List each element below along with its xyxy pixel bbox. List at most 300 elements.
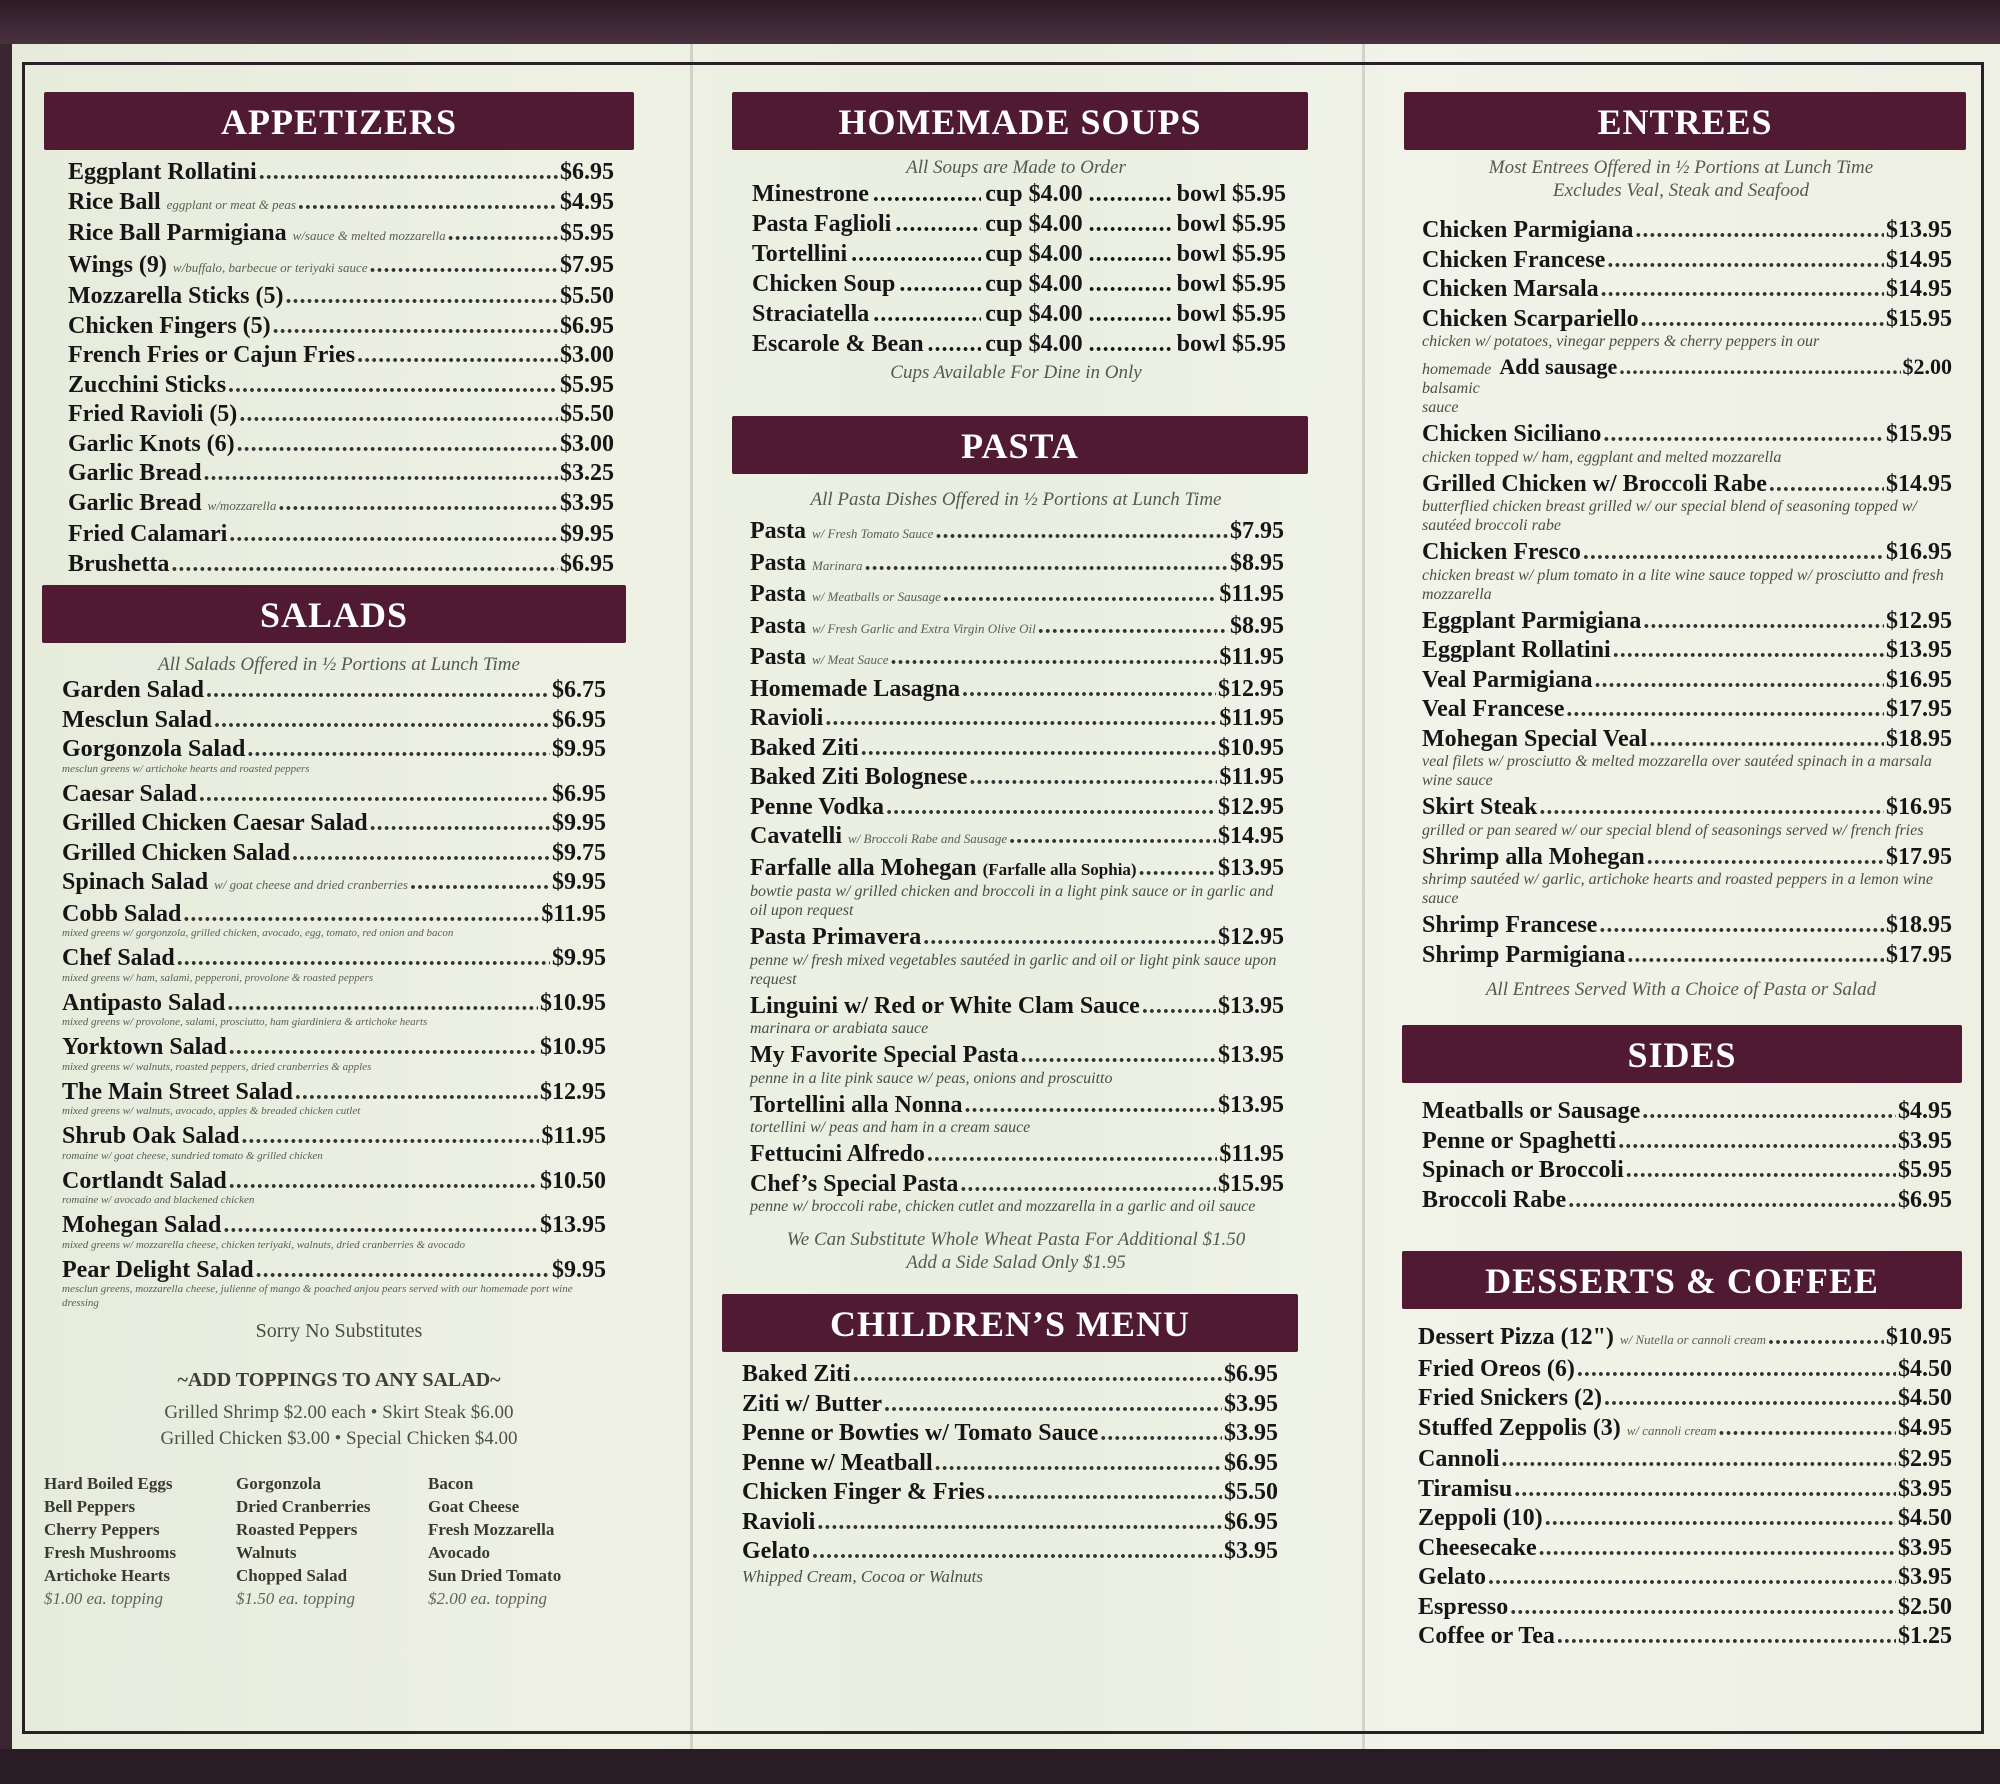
menu-item <box>750 793 1284 823</box>
column-left <box>44 92 634 1610</box>
menu-item-row <box>1422 420 1952 450</box>
item-description: mesclun greens w/ artichoke hearts and roasted peppers <box>62 762 310 775</box>
menu-item <box>742 1360 1278 1390</box>
item-name: Eggplant Parmigiana <box>1422 607 1642 634</box>
menu-item-row <box>62 780 606 810</box>
menu-item-row <box>1418 1475 1952 1505</box>
desserts-header: DESSERTS & COFFEE <box>1402 1251 1962 1309</box>
item-name: Shrub Oak Salad <box>62 1123 240 1149</box>
salads-header: SALADS <box>42 585 626 643</box>
item-price: $3.95 <box>1224 1538 1278 1564</box>
item-name: Meatballs or Sausage <box>1422 1098 1641 1124</box>
item-name: Gorgonzola Salad <box>62 736 246 762</box>
soup-bowl-price: bowl $5.95 <box>1176 301 1286 327</box>
leader-dots <box>1139 854 1216 884</box>
leader-dots <box>962 675 1216 705</box>
leader-dots <box>1514 1475 1896 1505</box>
menu-item <box>68 312 614 342</box>
item-name: Garlic Knots (6) <box>68 430 235 457</box>
leader-dots <box>899 269 981 299</box>
menu-item <box>68 489 614 521</box>
menu-item-row <box>1422 1127 1952 1157</box>
item-price: $3.95 <box>1898 1127 1952 1154</box>
item-name: Linguini w/ Red or White Clam Sauce <box>750 992 1140 1019</box>
item-price: $3.95 <box>560 489 614 516</box>
item-name: Antipasto Salad <box>62 989 226 1016</box>
item-name: Chicken Fresco <box>1422 539 1581 565</box>
leader-dots <box>1599 911 1884 941</box>
item-price: $10.95 <box>1886 1324 1952 1350</box>
item-name: Rice Ball Parmigiana <box>68 220 287 246</box>
menu-item-row <box>62 1167 606 1197</box>
menu-item-row <box>750 643 1284 675</box>
pasta-header: PASTA <box>732 416 1308 474</box>
item-name: Pasta <box>750 612 806 639</box>
item-name: Broccoli Rabe <box>1422 1186 1567 1213</box>
item-description: chicken breast w/ plum tomato in a lite wine sauce topped w/ prosciutto and fresh mozzarella <box>1422 566 1944 603</box>
item-name: Chicken Francese <box>1422 246 1606 273</box>
item-name: Pasta <box>750 581 806 607</box>
item-qualifier: w/ Meatballs or Sausage <box>812 589 941 604</box>
item-price: $13.95 <box>1886 217 1952 243</box>
item-name: Chicken Scarpariello <box>1422 305 1639 332</box>
menu-item-row <box>1422 911 1952 941</box>
menu-item-row <box>68 341 614 371</box>
item-price: $10.95 <box>540 1034 606 1060</box>
topping-item: Fresh Mozzarella <box>428 1520 555 1539</box>
item-name: Rice Ball <box>68 188 161 215</box>
leader-dots <box>1566 695 1884 725</box>
item-price: $14.95 <box>1886 470 1952 497</box>
item-price: $14.95 <box>1218 823 1284 849</box>
menu-item <box>1422 793 1952 840</box>
scarpariello-addon-row <box>1422 352 1952 420</box>
item-description: penne in a lite pink sauce w/ peas, onions and proscuitto <box>750 1069 1113 1087</box>
menu-item <box>750 1170 1284 1217</box>
item-name: Cheesecake <box>1418 1534 1537 1561</box>
menu-item-row <box>1418 1563 1952 1593</box>
item-price: $17.95 <box>1886 941 1952 968</box>
sides-header: SIDES <box>1402 1025 1962 1083</box>
item-price: $9.75 <box>552 839 606 866</box>
menu-item-row <box>1422 216 1952 246</box>
item-name: Chicken Finger & Fries <box>742 1479 985 1505</box>
menu-item <box>750 517 1284 549</box>
soup-name: Chicken Soup <box>752 271 896 297</box>
item-price: $15.95 <box>1886 421 1952 447</box>
item-price: $12.95 <box>1886 607 1952 634</box>
entrees-footer: All Entrees Served With a Choice of Pasta or Salad <box>1485 979 1877 1000</box>
item-name: Chef’s Special Pasta <box>750 1170 959 1197</box>
menu-item-row <box>1422 1097 1952 1127</box>
item-price: $15.95 <box>1218 1170 1284 1197</box>
leader-dots <box>1545 1504 1896 1534</box>
leader-dots <box>1607 246 1884 276</box>
leader-dots <box>1142 992 1216 1022</box>
item-name: Eggplant Rollatini <box>68 159 257 185</box>
leader-dots <box>891 643 1218 673</box>
item-price: $16.95 <box>1886 794 1952 820</box>
item-price: $11.95 <box>1219 705 1284 731</box>
item-name: Tiramisu <box>1418 1475 1513 1502</box>
item-name: Fried Oreos (6) <box>1418 1355 1575 1382</box>
pasta-footer-1: We Can Substitute Whole Wheat Pasta For Additional $1.50 <box>786 1229 1246 1250</box>
leader-dots <box>410 868 550 898</box>
item-name: Mohegan Salad <box>62 1212 222 1238</box>
leader-dots <box>241 1122 539 1152</box>
children-footer: Whipped Cream, Cocoa or Walnuts <box>742 1566 983 1586</box>
menu-item-row <box>62 900 606 930</box>
item-name: Farfalle alla Mohegan <box>750 854 977 881</box>
menu-item-row <box>68 459 614 489</box>
menu-item-row <box>750 1140 1284 1170</box>
item-name: Tortellini alla Nonna <box>750 1091 963 1118</box>
leader-dots <box>1089 299 1171 329</box>
add-sausage-price: $2.00 <box>1902 354 1952 379</box>
leader-dots <box>278 489 558 519</box>
item-name: Penne or Bowties w/ Tomato Sauce <box>742 1420 1099 1446</box>
item-price: $9.95 <box>552 869 606 895</box>
menu-item <box>1422 275 1952 305</box>
item-name: Baked Ziti <box>742 1361 851 1387</box>
menu-item-row <box>68 219 614 251</box>
leader-dots <box>1619 352 1900 382</box>
leader-dots <box>1642 1097 1896 1127</box>
item-price: $13.95 <box>1218 992 1284 1019</box>
menu-item-row <box>750 675 1284 705</box>
entrees-note-1: Most Entrees Offered in ½ Portions at Lunch Time <box>1488 157 1874 178</box>
topping-item: Sun Dried Tomato <box>428 1566 562 1585</box>
menu-item-row <box>68 158 614 188</box>
menu-item-row <box>750 734 1284 764</box>
menu-item-row <box>742 1478 1278 1508</box>
menu-item <box>62 989 606 1030</box>
item-name: Dessert Pizza (12") <box>1418 1324 1614 1350</box>
menu-item-row <box>1422 305 1952 335</box>
item-name: The Main Street Salad <box>62 1078 293 1105</box>
item-name: Fried Calamari <box>68 521 228 547</box>
leader-dots <box>247 735 550 765</box>
item-price: $11.95 <box>1219 1141 1284 1167</box>
menu-item <box>62 1078 606 1119</box>
toppings-grid <box>44 1472 634 1610</box>
leader-dots <box>884 1390 1222 1420</box>
item-price: $12.95 <box>540 1078 606 1105</box>
item-price: $2.50 <box>1898 1593 1952 1620</box>
menu-item <box>62 1211 606 1252</box>
item-name: Fried Snickers (2) <box>1418 1385 1602 1411</box>
item-price: $11.95 <box>1219 581 1284 607</box>
menu-item-row <box>742 1360 1278 1390</box>
menu-item <box>1418 1355 1952 1385</box>
leader-dots <box>873 299 981 329</box>
leader-dots <box>812 1537 1222 1567</box>
menu-item <box>750 734 1284 764</box>
item-name: Chicken Parmigiana <box>1422 217 1634 243</box>
menu-item-row <box>1422 636 1952 666</box>
item-description: veal filets w/ prosciutto & melted mozzarella over sautéed spinach in a marsala wine sauce <box>1422 753 1932 789</box>
menu-item-row <box>68 371 614 401</box>
item-price: $4.50 <box>1898 1505 1952 1531</box>
item-price: $8.95 <box>1230 549 1284 576</box>
item-description: mixed greens w/ gorgonzola, grilled chicken, avocado, egg, tomato, red onion and bacon <box>62 927 454 939</box>
menu-item-row <box>1422 246 1952 276</box>
entrees-note-2: Excludes Veal, Steak and Seafood <box>1553 180 1809 201</box>
item-price: $12.95 <box>1218 675 1284 702</box>
topping-item: Cherry Peppers <box>44 1520 160 1539</box>
leader-dots <box>1601 275 1884 305</box>
leader-dots <box>1539 1534 1896 1564</box>
item-name: Chicken Marsala <box>1422 276 1599 302</box>
item-price: $6.95 <box>560 312 614 339</box>
leader-dots <box>928 329 982 359</box>
toppings-line-1: Grilled Shrimp $2.00 each • Skirt Steak $6.00 <box>164 1402 514 1423</box>
menu-item <box>68 188 614 220</box>
leader-dots <box>1488 1563 1896 1593</box>
soup-name: Escarole & Bean <box>752 331 924 357</box>
pasta-note: All Pasta Dishes Offered in ½ Portions at Lunch Time <box>810 489 1222 510</box>
item-price: $17.95 <box>1886 696 1952 722</box>
item-price: $13.95 <box>1218 1042 1284 1068</box>
item-name: Espresso <box>1418 1593 1509 1620</box>
leader-dots <box>1539 793 1884 823</box>
leader-dots <box>1768 1323 1884 1353</box>
item-name: Penne w/ Meatball <box>742 1449 933 1476</box>
menu-item-row <box>62 735 606 765</box>
item-name: Grilled Chicken w/ Broccoli Rabe <box>1422 470 1767 497</box>
menu-item <box>62 780 606 810</box>
item-description: tortellini w/ peas and ham in a cream sauce <box>750 1119 1031 1136</box>
menu-item <box>68 550 614 580</box>
item-description: romaine w/ goat cheese, sundried tomato & grilled chicken <box>62 1149 323 1162</box>
item-price: $3.95 <box>1898 1475 1952 1502</box>
menu-item-row <box>68 282 614 312</box>
item-description: bowtie pasta w/ grilled chicken and broccoli in a light pink sauce or in garlic and oil upon request <box>750 883 1274 919</box>
menu-item <box>1418 1414 1952 1446</box>
item-name: Shrimp alla Mohegan <box>1422 843 1645 870</box>
item-qualifier: eggplant or meat & peas <box>166 196 296 212</box>
item-name: Pasta <box>750 518 806 544</box>
sides-list <box>1396 1097 1966 1215</box>
item-price: $5.50 <box>560 401 614 427</box>
item-price: $6.95 <box>1224 1449 1278 1476</box>
leader-dots <box>256 1256 550 1286</box>
item-name: Spinach or Broccoli <box>1422 1157 1624 1183</box>
item-price: $13.95 <box>1886 637 1952 663</box>
leader-dots <box>1635 216 1884 246</box>
menu-item-row <box>742 1449 1278 1479</box>
leader-dots <box>861 734 1216 764</box>
leader-dots <box>969 763 1217 793</box>
leader-dots <box>886 793 1216 823</box>
topping-item: Walnuts <box>236 1543 297 1562</box>
salads-list <box>44 676 634 1310</box>
menu-item-row <box>750 1170 1284 1200</box>
menu-item <box>1422 941 1952 971</box>
menu-item-row <box>68 520 614 550</box>
topping-item: Bell Peppers <box>44 1497 136 1516</box>
leader-dots <box>1501 1445 1896 1475</box>
item-price: $10.95 <box>540 989 606 1016</box>
menu-item <box>62 839 606 869</box>
soup-cup-price: cup $4.00 <box>985 211 1083 237</box>
item-qualifier: w/ Nutella or cannoli cream <box>1619 1332 1767 1347</box>
menu-item <box>1422 725 1952 791</box>
item-price: $18.95 <box>1886 912 1952 938</box>
item-name: Shrimp Francese <box>1422 912 1598 938</box>
leader-dots <box>370 251 558 281</box>
item-name: Penne Vodka <box>750 793 885 820</box>
item-name: Stuffed Zeppolis (3) <box>1418 1414 1621 1441</box>
menu-item <box>1418 1384 1952 1414</box>
menu-item <box>750 992 1284 1039</box>
menu-item <box>62 944 606 985</box>
menu-item <box>1422 1156 1952 1186</box>
menu-item-row <box>1418 1593 1952 1623</box>
leader-dots <box>292 839 550 869</box>
item-name: Yorktown Salad <box>62 1034 227 1060</box>
leader-dots <box>357 341 558 371</box>
item-price: $18.95 <box>1886 725 1952 752</box>
soup-name: Tortellini <box>752 241 848 267</box>
menu-item <box>750 704 1284 734</box>
item-qualifier: w/mozzarella <box>207 497 277 513</box>
menu-item <box>742 1419 1278 1449</box>
menu-item-row <box>62 1078 606 1108</box>
topping-item: Fresh Mushrooms <box>44 1543 177 1562</box>
item-description: mixed greens w/ walnuts, avocado, apples & breaded chicken cutlet <box>62 1105 361 1117</box>
leader-dots <box>237 430 558 460</box>
menu-item-row <box>1422 941 1952 971</box>
leader-dots <box>273 312 558 342</box>
item-price: $12.95 <box>1218 793 1284 820</box>
menu-item <box>1422 636 1952 666</box>
menu-item-row <box>62 1211 606 1241</box>
leader-dots <box>1618 1127 1896 1157</box>
item-description: butterflied chicken breast grilled w/ our special blend of seasoning topped w/ sautéed broccoli rabe <box>1422 498 1917 534</box>
column-right <box>1396 92 1966 1652</box>
item-price: $9.95 <box>552 810 606 836</box>
leader-dots <box>865 549 1228 579</box>
leader-dots <box>960 1170 1216 1200</box>
item-price: $6.95 <box>552 706 606 733</box>
item-name: Spinach Salad <box>62 869 209 895</box>
topping-item: Roasted Peppers <box>236 1520 358 1539</box>
menu-item <box>68 219 614 251</box>
menu-item <box>62 1167 606 1208</box>
menu-item-row <box>68 251 614 283</box>
leader-dots <box>1627 941 1884 971</box>
menu-item-row <box>68 400 614 430</box>
item-name: Garlic Bread <box>68 489 202 516</box>
soup-cup-price: cup $4.00 <box>985 301 1083 327</box>
item-name: Chef Salad <box>62 945 175 971</box>
topping-item: Hard Boiled Eggs <box>44 1474 173 1493</box>
soup-bowl-price: bowl $5.95 <box>1176 331 1286 357</box>
menu-item-row <box>1418 1323 1952 1355</box>
leader-dots <box>298 188 558 218</box>
leader-dots <box>228 371 558 401</box>
leader-dots <box>199 780 550 810</box>
leader-dots <box>935 517 1228 547</box>
menu-item <box>68 371 614 401</box>
menu-item-row <box>750 992 1284 1022</box>
menu-item <box>68 459 614 489</box>
item-price: $6.95 <box>552 780 606 807</box>
leader-dots <box>1583 538 1884 568</box>
menu-item-row <box>1418 1414 1952 1446</box>
top-background <box>0 0 2000 44</box>
menu-item-row <box>750 549 1284 581</box>
item-price: $3.00 <box>560 342 614 368</box>
leader-dots <box>229 1033 538 1063</box>
menu-item-row <box>1422 666 1952 696</box>
item-name: Pasta <box>750 644 806 670</box>
item-price: $5.95 <box>560 371 614 398</box>
item-price: $13.95 <box>1218 1091 1284 1118</box>
item-price: $4.50 <box>1898 1385 1952 1411</box>
menu-item-row <box>68 188 614 220</box>
leader-dots <box>987 1478 1222 1508</box>
item-name: Veal Francese <box>1422 696 1565 722</box>
item-name: Fried Ravioli (5) <box>68 401 238 427</box>
leader-dots <box>1009 822 1216 852</box>
menu-item-row <box>750 1041 1284 1071</box>
item-price: $4.95 <box>1898 1414 1952 1441</box>
item-price: $2.95 <box>1898 1446 1952 1472</box>
appetizers-header: APPETIZERS <box>44 92 634 150</box>
menu-item-row <box>742 1419 1278 1449</box>
menu-item-row <box>1418 1384 1952 1414</box>
menu-item-row <box>62 989 606 1019</box>
item-name: Wings (9) <box>68 251 167 278</box>
soup-row <box>752 239 1286 269</box>
topping-item: Artichoke Hearts <box>44 1566 171 1585</box>
menu-item <box>750 854 1284 921</box>
menu-item <box>750 549 1284 581</box>
leader-dots <box>183 900 539 930</box>
item-price: $11.95 <box>541 1123 606 1149</box>
item-qualifier: w/ goat cheese and dried cranberries <box>214 877 408 892</box>
soups-list <box>726 179 1306 359</box>
soup-name: Minestrone <box>752 181 869 207</box>
item-price: $6.95 <box>560 159 614 185</box>
menu-item <box>1422 695 1952 725</box>
item-name: Penne or Spaghetti <box>1422 1127 1617 1154</box>
menu-item-row <box>1422 843 1952 873</box>
children-header: CHILDREN’S MENU <box>722 1294 1298 1352</box>
item-price: $3.95 <box>1898 1564 1952 1590</box>
item-price: $10.95 <box>1218 734 1284 761</box>
item-qualifier: w/ cannoli cream <box>1626 1422 1717 1438</box>
item-price: $6.95 <box>1224 1508 1278 1535</box>
item-price: $12.95 <box>1218 924 1284 950</box>
menu-item-row <box>62 868 606 900</box>
item-description: mixed greens w/ provolone, salami, prosciutto, ham giardiniera & artichoke hearts <box>62 1016 428 1028</box>
leader-dots <box>206 676 550 706</box>
menu-item-row <box>750 822 1284 854</box>
soups-note: All Soups are Made to Order <box>906 157 1126 178</box>
item-name: Caesar Salad <box>62 780 197 807</box>
soups-footer: Cups Available For Dine in Only <box>890 362 1142 383</box>
item-name: Zeppoli (10) <box>1418 1505 1543 1531</box>
menu-item-row <box>742 1508 1278 1538</box>
menu-item <box>750 675 1284 705</box>
item-name: Skirt Steak <box>1422 794 1538 820</box>
leader-dots <box>259 158 558 188</box>
menu-item-row <box>1422 1156 1952 1186</box>
topping-price: $2.00 ea. topping <box>428 1589 547 1608</box>
